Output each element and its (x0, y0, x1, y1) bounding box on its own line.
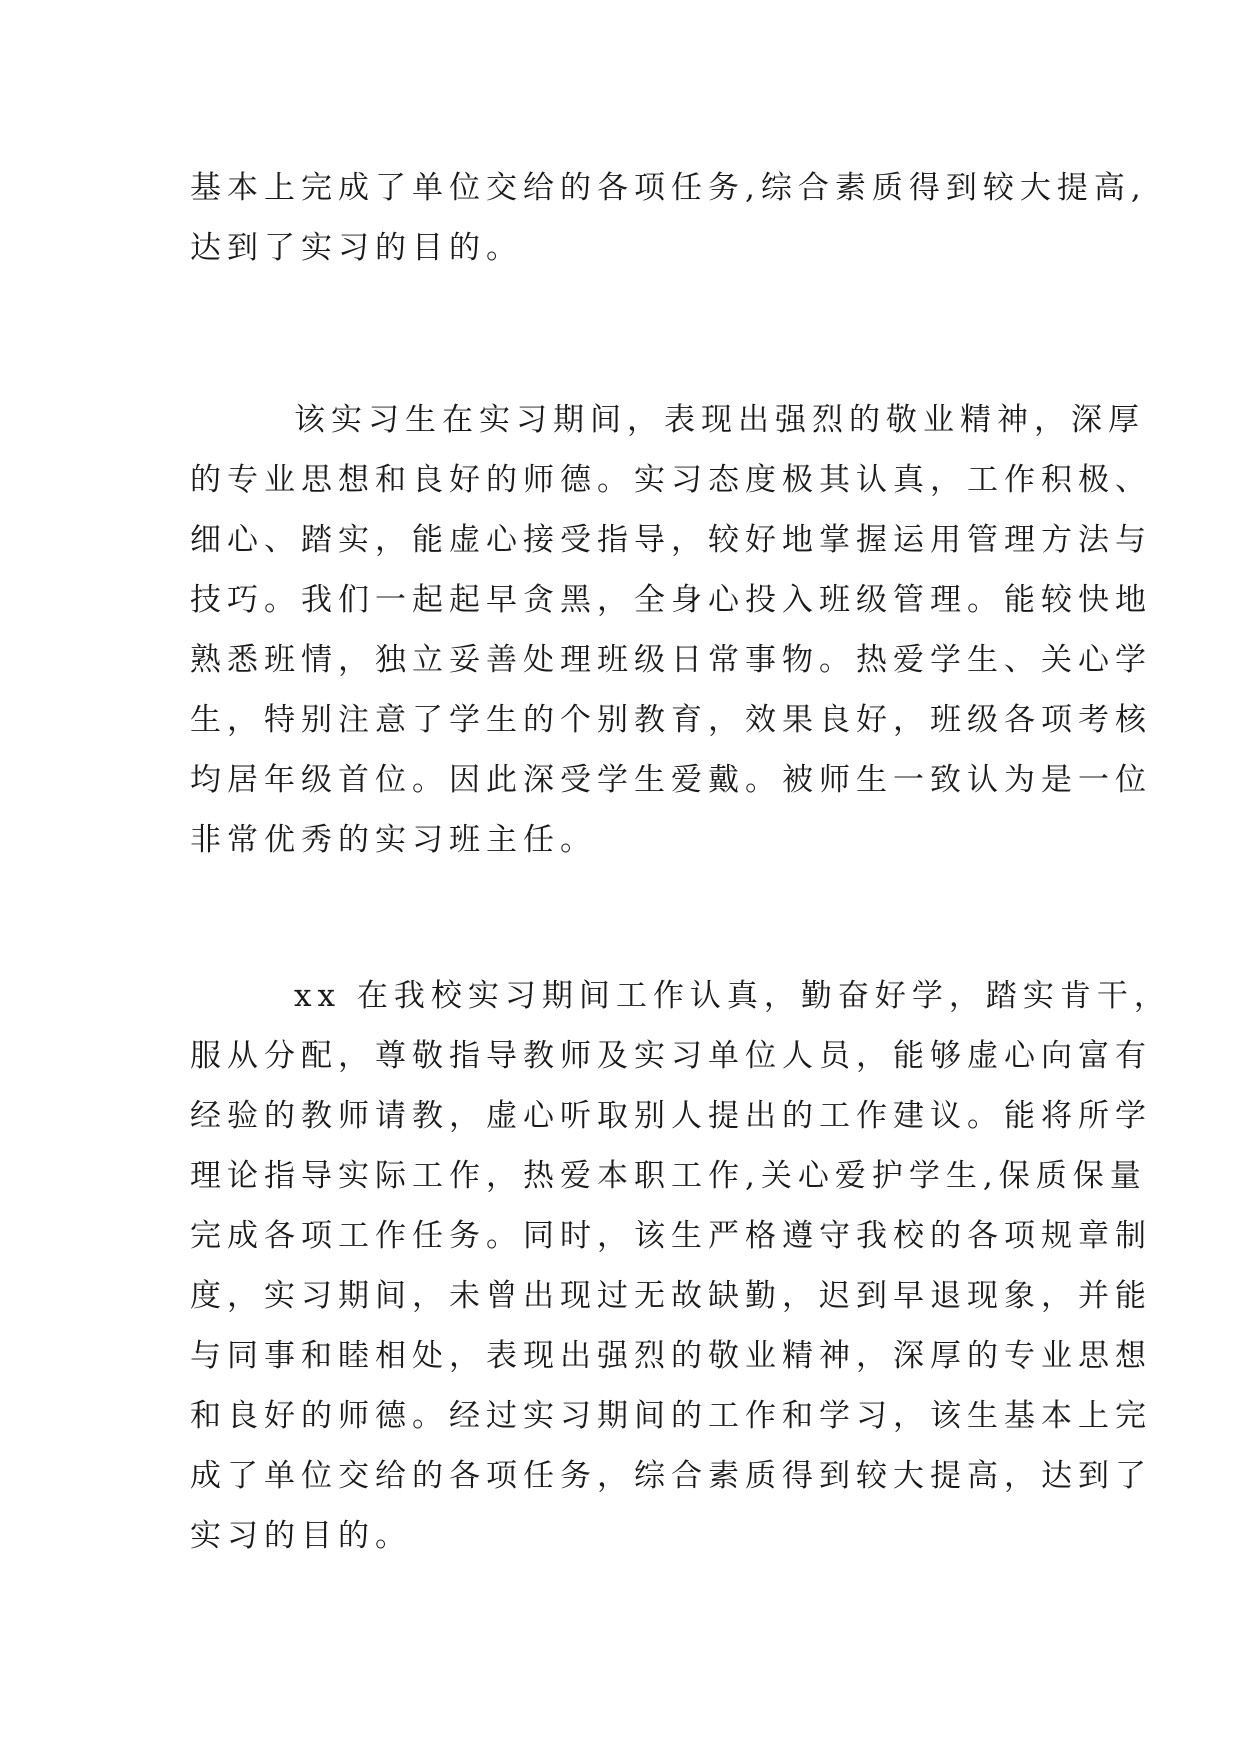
paragraph-3 (190, 966, 1171, 1566)
paragraph-line: 熟悉班情，独立妥善处理班级日常事物。热爱学生、关心学 (190, 642, 1152, 678)
paragraph-line: 完成各项工作任务。同时，该生严格遵守我校的各项规章制 (190, 1218, 1152, 1254)
paragraph-line: 成了单位交给的各项任务，综合素质得到较大提高，达到了 (190, 1458, 1152, 1494)
paragraph-line: 非常优秀的实习班主任。 (190, 822, 597, 858)
paragraph-1 (190, 158, 1147, 278)
paragraph-2 (190, 390, 1152, 870)
paragraph-line: 基本上完成了单位交给的各项任务,综合素质得到较大提高, (190, 170, 1147, 206)
paragraph-line: 均居年级首位。因此深受学生爱戴。被师生一致认为是一位 (190, 762, 1152, 798)
paragraph-line: 和良好的师德。经过实习期间的工作和学习，该生基本上完 (190, 1398, 1152, 1434)
paragraph-line: 生，特别注意了学生的个别教育，效果良好，班级各项考核 (190, 702, 1152, 738)
paragraph-line: 实习的目的。 (190, 1518, 412, 1554)
paragraph-line: 服从分配，尊敬指导教师及实习单位人员，能够虚心向富有 (190, 1038, 1152, 1074)
paragraph-line: 理论指导实际工作，热爱本职工作,关心爱护学生,保质保量 (190, 1158, 1147, 1194)
paragraph-line: 的专业思想和良好的师德。实习态度极其认真，工作积极、 (190, 462, 1152, 498)
paragraph-line: 达到了实习的目的。 (190, 230, 523, 266)
paragraph-line: 经验的教师请教，虚心听取别人提出的工作建议。能将所学 (190, 1098, 1152, 1134)
paragraph-line: 细心、踏实，能虚心接受指导，较好地掌握运用管理方法与 (190, 522, 1152, 558)
paragraph-first-line: 该实习生在实习期间，表现出强烈的敬业精神，深厚 (294, 402, 1145, 438)
paragraph-first-line: xx 在我校实习期间工作认真，勤奋好学，踏实肯干， (294, 978, 1171, 1014)
paragraph-line: 度，实习期间，未曾出现过无故缺勤，迟到早退现象，并能 (190, 1278, 1152, 1314)
paragraph-line: 技巧。我们一起起早贪黑，全身心投入班级管理。能较快地 (190, 582, 1152, 618)
paragraph-line: 与同事和睦相处，表现出强烈的敬业精神，深厚的专业思想 (190, 1338, 1152, 1374)
